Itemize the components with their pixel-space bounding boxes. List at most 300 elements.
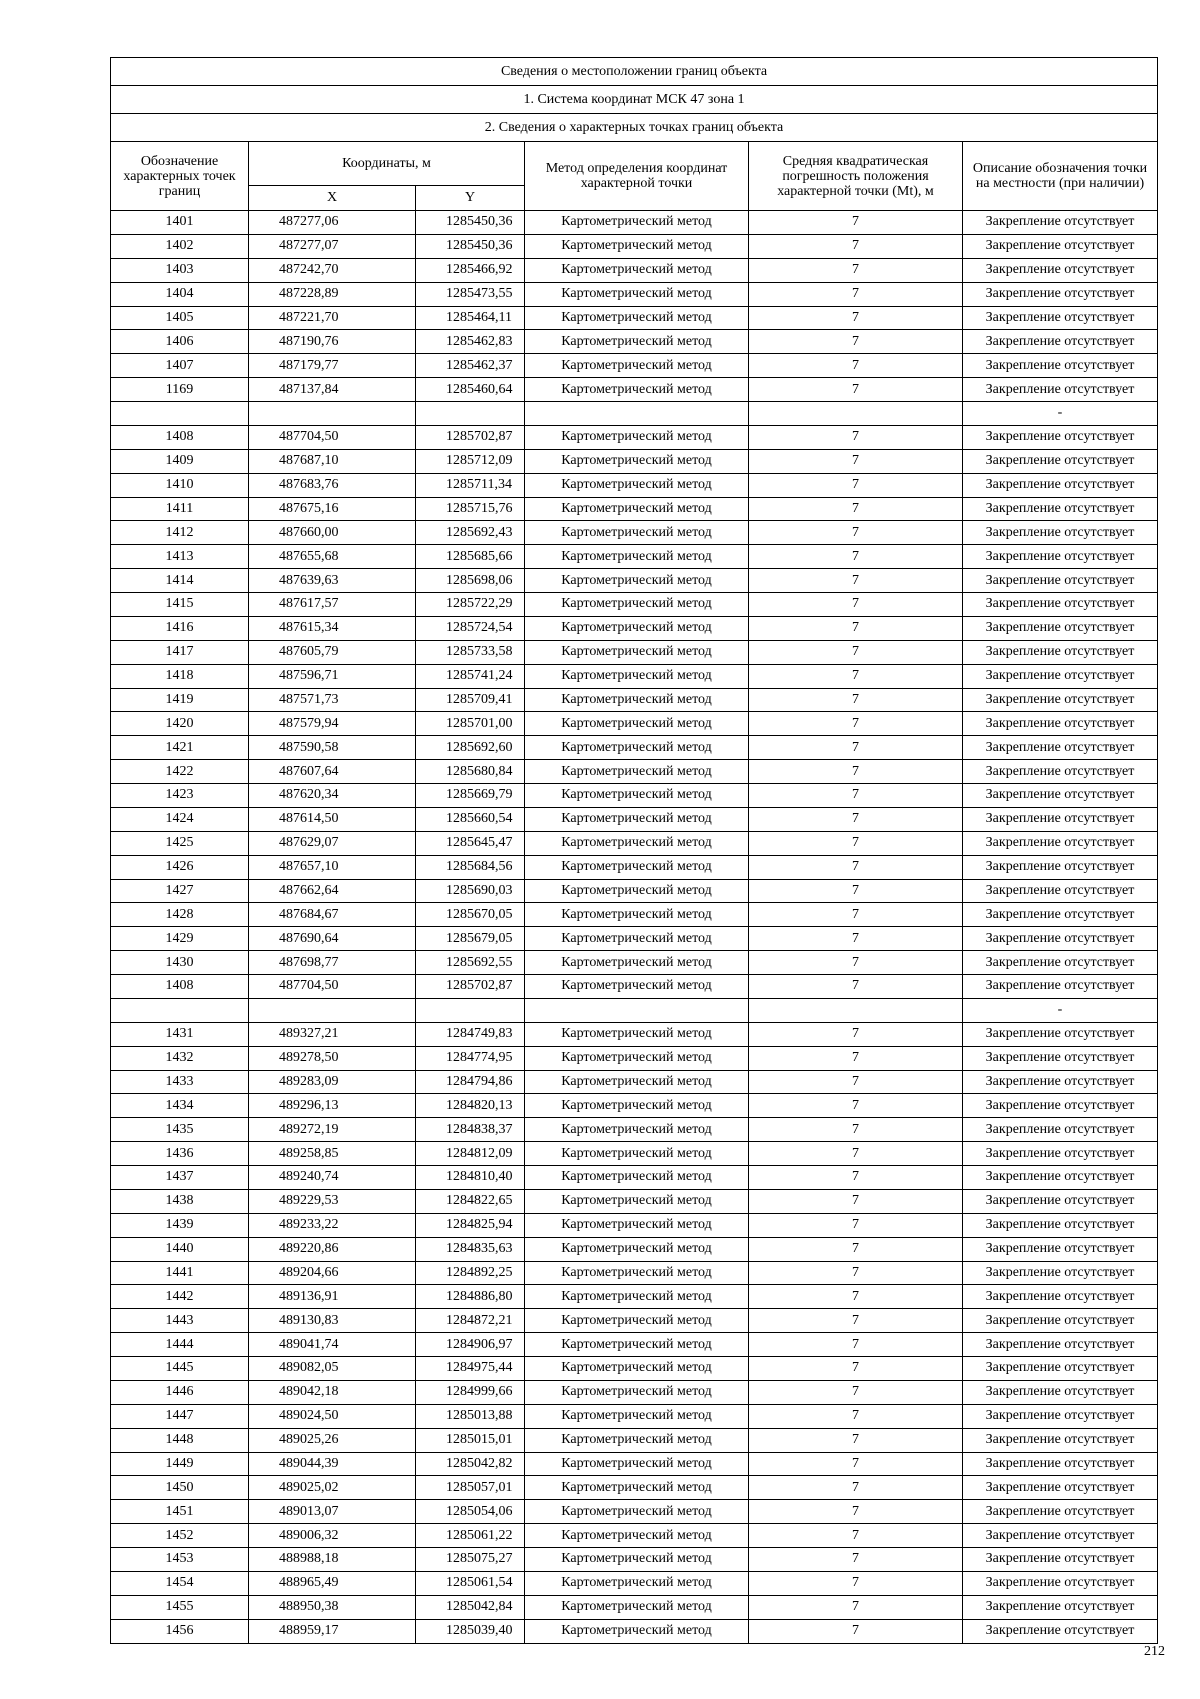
page-number: 212 <box>1144 1644 1165 1659</box>
description-cell: Закрепление отсутствует <box>963 258 1158 282</box>
y-coordinate-cell: 1285670,05 <box>416 903 525 927</box>
y-coordinate-cell: 1285061,22 <box>416 1524 525 1548</box>
point-cell: 1439 <box>111 1213 249 1237</box>
point-cell: 1408 <box>111 425 249 449</box>
error-cell <box>749 998 963 1022</box>
method-cell: Картометрический метод <box>525 1118 749 1142</box>
y-coordinate-cell: 1285054,06 <box>416 1500 525 1524</box>
description-cell: Закрепление отсутствует <box>963 1357 1158 1381</box>
x-coordinate-cell: 489204,66 <box>249 1261 416 1285</box>
table-row <box>111 1524 1158 1548</box>
table-row <box>111 1333 1158 1357</box>
y-coordinate-cell: 1285460,64 <box>416 378 525 402</box>
description-cell: Закрепление отсутствует <box>963 593 1158 617</box>
point-cell: 1409 <box>111 449 249 473</box>
method-cell: Картометрический метод <box>525 1548 749 1572</box>
point-cell: 1443 <box>111 1309 249 1333</box>
x-coordinate-cell: 487655,68 <box>249 545 416 569</box>
y-coordinate-cell: 1285702,87 <box>416 975 525 999</box>
method-cell: Картометрический метод <box>525 664 749 688</box>
method-cell: Картометрический метод <box>525 521 749 545</box>
col-method-header: Метод определения координат характерной точки <box>525 142 749 211</box>
table-row <box>111 688 1158 712</box>
x-coordinate-cell: 487629,07 <box>249 831 416 855</box>
description-cell: Закрепление отсутствует <box>963 1309 1158 1333</box>
method-cell: Картометрический метод <box>525 378 749 402</box>
col-x-header: X <box>249 186 416 211</box>
method-cell <box>525 998 749 1022</box>
boundary-points-table <box>110 57 1158 1644</box>
point-cell: 1169 <box>111 378 249 402</box>
description-cell: Закрепление отсутствует <box>963 1595 1158 1619</box>
description-cell: Закрепление отсутствует <box>963 1118 1158 1142</box>
x-coordinate-cell: 487277,07 <box>249 234 416 258</box>
x-coordinate-cell <box>249 402 416 426</box>
x-coordinate-cell: 489278,50 <box>249 1046 416 1070</box>
y-coordinate-cell: 1284794,86 <box>416 1070 525 1094</box>
y-coordinate-cell: 1284820,13 <box>416 1094 525 1118</box>
x-coordinate-cell: 487596,71 <box>249 664 416 688</box>
y-coordinate-cell: 1285692,55 <box>416 951 525 975</box>
description-cell: Закрепление отсутствует <box>963 497 1158 521</box>
point-cell: 1427 <box>111 879 249 903</box>
table-row <box>111 640 1158 664</box>
method-cell: Картометрический метод <box>525 1046 749 1070</box>
method-cell: Картометрический метод <box>525 330 749 354</box>
description-cell: Закрепление отсутствует <box>963 616 1158 640</box>
point-cell: 1454 <box>111 1571 249 1595</box>
table-body <box>111 211 1158 1644</box>
y-coordinate-cell: 1284892,25 <box>416 1261 525 1285</box>
error-cell: 7 <box>749 736 963 760</box>
table-row <box>111 1070 1158 1094</box>
point-cell: 1421 <box>111 736 249 760</box>
method-cell: Картометрический метод <box>525 640 749 664</box>
y-coordinate-cell: 1285709,41 <box>416 688 525 712</box>
error-cell: 7 <box>749 855 963 879</box>
error-cell: 7 <box>749 1571 963 1595</box>
y-coordinate-cell: 1285061,54 <box>416 1571 525 1595</box>
error-cell: 7 <box>749 282 963 306</box>
y-coordinate-cell: 1285075,27 <box>416 1548 525 1572</box>
x-coordinate-cell: 487698,77 <box>249 951 416 975</box>
point-cell: 1436 <box>111 1142 249 1166</box>
x-coordinate-cell: 487690,64 <box>249 927 416 951</box>
y-coordinate-cell: 1285692,43 <box>416 521 525 545</box>
table-row <box>111 1213 1158 1237</box>
y-coordinate-cell: 1285645,47 <box>416 831 525 855</box>
method-cell: Картометрический метод <box>525 831 749 855</box>
point-cell: 1447 <box>111 1404 249 1428</box>
description-cell: Закрепление отсутствует <box>963 831 1158 855</box>
point-cell: 1414 <box>111 569 249 593</box>
description-cell: Закрепление отсутствует <box>963 1524 1158 1548</box>
y-coordinate-cell: 1284749,83 <box>416 1022 525 1046</box>
method-cell: Картометрический метод <box>525 569 749 593</box>
description-cell: Закрепление отсутствует <box>963 1428 1158 1452</box>
x-coordinate-cell: 488950,38 <box>249 1595 416 1619</box>
description-cell: Закрепление отсутствует <box>963 1619 1158 1643</box>
description-cell: Закрепление отсутствует <box>963 1285 1158 1309</box>
method-cell: Картометрический метод <box>525 545 749 569</box>
table-row <box>111 1142 1158 1166</box>
method-cell: Картометрический метод <box>525 784 749 808</box>
method-cell: Картометрический метод <box>525 736 749 760</box>
y-coordinate-cell: 1285712,09 <box>416 449 525 473</box>
y-coordinate-cell: 1285685,66 <box>416 545 525 569</box>
table-row <box>111 1452 1158 1476</box>
error-cell: 7 <box>749 330 963 354</box>
table-row <box>111 545 1158 569</box>
method-cell <box>525 402 749 426</box>
method-cell: Картометрический метод <box>525 306 749 330</box>
description-cell: Закрепление отсутствует <box>963 784 1158 808</box>
table-row <box>111 1189 1158 1213</box>
y-coordinate-cell: 1284838,37 <box>416 1118 525 1142</box>
method-cell: Картометрический метод <box>525 1428 749 1452</box>
y-coordinate-cell: 1285462,83 <box>416 330 525 354</box>
table-row <box>111 282 1158 306</box>
error-cell: 7 <box>749 927 963 951</box>
y-coordinate-cell: 1285715,76 <box>416 497 525 521</box>
x-coordinate-cell: 487137,84 <box>249 378 416 402</box>
description-cell: Закрепление отсутствует <box>963 1380 1158 1404</box>
error-cell: 7 <box>749 306 963 330</box>
point-cell: 1416 <box>111 616 249 640</box>
col-point-header: Обозначение характерных точек границ <box>111 142 249 211</box>
error-cell: 7 <box>749 1094 963 1118</box>
y-coordinate-cell: 1285724,54 <box>416 616 525 640</box>
y-coordinate-cell: 1284999,66 <box>416 1380 525 1404</box>
x-coordinate-cell: 487615,34 <box>249 616 416 640</box>
x-coordinate-cell: 487639,63 <box>249 569 416 593</box>
error-cell: 7 <box>749 1476 963 1500</box>
point-cell: 1429 <box>111 927 249 951</box>
x-coordinate-cell: 487614,50 <box>249 807 416 831</box>
description-cell: Закрепление отсутствует <box>963 640 1158 664</box>
y-coordinate-cell: 1285450,36 <box>416 234 525 258</box>
x-coordinate-cell: 489082,05 <box>249 1357 416 1381</box>
error-cell: 7 <box>749 640 963 664</box>
description-cell: Закрепление отсутствует <box>963 1333 1158 1357</box>
table-row <box>111 1166 1158 1190</box>
description-cell: Закрепление отсутствует <box>963 1261 1158 1285</box>
description-cell: Закрепление отсутствует <box>963 879 1158 903</box>
description-cell: Закрепление отсутствует <box>963 1213 1158 1237</box>
error-cell: 7 <box>749 425 963 449</box>
table-row <box>111 1476 1158 1500</box>
table-row <box>111 1118 1158 1142</box>
description-cell: Закрепление отсутствует <box>963 1189 1158 1213</box>
x-coordinate-cell: 489024,50 <box>249 1404 416 1428</box>
description-cell: Закрепление отсутствует <box>963 975 1158 999</box>
x-coordinate-cell: 489025,02 <box>249 1476 416 1500</box>
error-cell: 7 <box>749 234 963 258</box>
method-cell: Картометрический метод <box>525 1070 749 1094</box>
error-cell: 7 <box>749 545 963 569</box>
point-cell: 1449 <box>111 1452 249 1476</box>
error-cell: 7 <box>749 712 963 736</box>
error-cell: 7 <box>749 354 963 378</box>
table-row <box>111 521 1158 545</box>
description-cell: Закрепление отсутствует <box>963 1094 1158 1118</box>
description-cell: Закрепление отсутствует <box>963 449 1158 473</box>
description-cell: Закрепление отсутствует <box>963 1548 1158 1572</box>
x-coordinate-cell: 487590,58 <box>249 736 416 760</box>
table-row <box>111 784 1158 808</box>
method-cell: Картометрический метод <box>525 593 749 617</box>
point-cell: 1419 <box>111 688 249 712</box>
table-row <box>111 879 1158 903</box>
point-cell: 1433 <box>111 1070 249 1094</box>
description-cell: Закрепление отсутствует <box>963 1404 1158 1428</box>
description-cell: Закрепление отсутствует <box>963 378 1158 402</box>
x-coordinate-cell: 487579,94 <box>249 712 416 736</box>
y-coordinate-cell: 1285702,87 <box>416 425 525 449</box>
point-cell: 1407 <box>111 354 249 378</box>
y-coordinate-cell: 1285680,84 <box>416 760 525 784</box>
point-cell: 1415 <box>111 593 249 617</box>
error-cell: 7 <box>749 1357 963 1381</box>
table-row <box>111 807 1158 831</box>
y-coordinate-cell: 1285698,06 <box>416 569 525 593</box>
description-cell: Закрепление отсутствует <box>963 473 1158 497</box>
table-row <box>111 831 1158 855</box>
error-cell: 7 <box>749 593 963 617</box>
error-cell: 7 <box>749 760 963 784</box>
table-row <box>111 258 1158 282</box>
table-row <box>111 1571 1158 1595</box>
point-cell: 1440 <box>111 1237 249 1261</box>
error-cell: 7 <box>749 378 963 402</box>
error-cell: 7 <box>749 664 963 688</box>
error-cell: 7 <box>749 1404 963 1428</box>
y-coordinate-cell: 1285722,29 <box>416 593 525 617</box>
point-cell: 1402 <box>111 234 249 258</box>
point-cell: 1432 <box>111 1046 249 1070</box>
y-coordinate-cell: 1285462,37 <box>416 354 525 378</box>
x-coordinate-cell: 489233,22 <box>249 1213 416 1237</box>
point-cell: 1434 <box>111 1094 249 1118</box>
description-cell: Закрепление отсутствует <box>963 306 1158 330</box>
error-cell: 7 <box>749 1189 963 1213</box>
method-cell: Картометрический метод <box>525 616 749 640</box>
table-row <box>111 449 1158 473</box>
x-coordinate-cell: 487179,77 <box>249 354 416 378</box>
table-row <box>111 1237 1158 1261</box>
y-coordinate-cell: 1285450,36 <box>416 211 525 235</box>
point-cell: 1437 <box>111 1166 249 1190</box>
point-cell: 1456 <box>111 1619 249 1643</box>
x-coordinate-cell: 487620,34 <box>249 784 416 808</box>
method-cell: Картометрический метод <box>525 1595 749 1619</box>
method-cell: Картометрический метод <box>525 1333 749 1357</box>
error-cell: 7 <box>749 1500 963 1524</box>
table-row <box>111 1261 1158 1285</box>
table-title: Сведения о местоположении границ объекта <box>111 58 1158 86</box>
y-coordinate-cell: 1284975,44 <box>416 1357 525 1381</box>
col-desc-header: Описание обозначения точки на местности (при наличии) <box>963 142 1158 211</box>
table-row <box>111 1357 1158 1381</box>
method-cell: Картометрический метод <box>525 879 749 903</box>
error-cell: 7 <box>749 1452 963 1476</box>
error-cell: 7 <box>749 807 963 831</box>
x-coordinate-cell: 488988,18 <box>249 1548 416 1572</box>
method-cell: Картометрический метод <box>525 1571 749 1595</box>
method-cell: Картометрический метод <box>525 1142 749 1166</box>
description-cell: Закрепление отсутствует <box>963 545 1158 569</box>
y-coordinate-cell: 1285733,58 <box>416 640 525 664</box>
point-cell: 1430 <box>111 951 249 975</box>
y-coordinate-cell: 1285692,60 <box>416 736 525 760</box>
description-cell: Закрепление отсутствует <box>963 736 1158 760</box>
x-coordinate-cell: 489220,86 <box>249 1237 416 1261</box>
error-cell: 7 <box>749 1333 963 1357</box>
point-cell: 1403 <box>111 258 249 282</box>
method-cell: Картометрический метод <box>525 1189 749 1213</box>
method-cell: Картометрический метод <box>525 234 749 258</box>
method-cell: Картометрический метод <box>525 1380 749 1404</box>
point-cell: 1446 <box>111 1380 249 1404</box>
error-cell: 7 <box>749 1524 963 1548</box>
x-coordinate-cell: 487684,67 <box>249 903 416 927</box>
description-cell: Закрепление отсутствует <box>963 1571 1158 1595</box>
table-row <box>111 1046 1158 1070</box>
y-coordinate-cell: 1285057,01 <box>416 1476 525 1500</box>
table-row <box>111 378 1158 402</box>
y-coordinate-cell: 1285464,11 <box>416 306 525 330</box>
x-coordinate-cell: 489006,32 <box>249 1524 416 1548</box>
point-cell: 1410 <box>111 473 249 497</box>
y-coordinate-cell: 1285015,01 <box>416 1428 525 1452</box>
x-coordinate-cell: 488959,17 <box>249 1619 416 1643</box>
table-row <box>111 330 1158 354</box>
error-cell: 7 <box>749 1142 963 1166</box>
x-coordinate-cell: 489258,85 <box>249 1142 416 1166</box>
table-row <box>111 1500 1158 1524</box>
method-cell: Картометрический метод <box>525 807 749 831</box>
point-cell: 1431 <box>111 1022 249 1046</box>
error-cell: 7 <box>749 1548 963 1572</box>
description-cell: Закрепление отсутствует <box>963 330 1158 354</box>
error-cell: 7 <box>749 1022 963 1046</box>
error-cell: 7 <box>749 879 963 903</box>
point-cell <box>111 402 249 426</box>
description-cell: Закрепление отсутствует <box>963 234 1158 258</box>
method-cell: Картометрический метод <box>525 211 749 235</box>
point-cell: 1411 <box>111 497 249 521</box>
x-coordinate-cell: 489041,74 <box>249 1333 416 1357</box>
point-cell: 1442 <box>111 1285 249 1309</box>
point-cell: 1426 <box>111 855 249 879</box>
x-coordinate-cell: 489042,18 <box>249 1380 416 1404</box>
method-cell: Картометрический метод <box>525 425 749 449</box>
error-cell: 7 <box>749 1619 963 1643</box>
point-cell: 1405 <box>111 306 249 330</box>
y-coordinate-cell: 1285042,84 <box>416 1595 525 1619</box>
point-cell: 1413 <box>111 545 249 569</box>
point-cell: 1401 <box>111 211 249 235</box>
error-cell: 7 <box>749 831 963 855</box>
section-title: 2. Сведения о характерных точках границ объекта <box>111 114 1158 142</box>
table-row <box>111 664 1158 688</box>
x-coordinate-cell: 489025,26 <box>249 1428 416 1452</box>
table-row <box>111 1595 1158 1619</box>
point-cell <box>111 998 249 1022</box>
y-coordinate-cell: 1284812,09 <box>416 1142 525 1166</box>
x-coordinate-cell: 487662,64 <box>249 879 416 903</box>
point-cell: 1412 <box>111 521 249 545</box>
error-cell: 7 <box>749 1237 963 1261</box>
x-coordinate-cell: 487221,70 <box>249 306 416 330</box>
x-coordinate-cell: 487660,00 <box>249 521 416 545</box>
error-cell: 7 <box>749 1428 963 1452</box>
table-row <box>111 1619 1158 1643</box>
description-cell: Закрепление отсутствует <box>963 1070 1158 1094</box>
point-cell: 1424 <box>111 807 249 831</box>
method-cell: Картометрический метод <box>525 1022 749 1046</box>
x-coordinate-cell: 489272,19 <box>249 1118 416 1142</box>
x-coordinate-cell: 487242,70 <box>249 258 416 282</box>
col-error-header: Средняя квадратическая погрешность положения характерной точки (Mt), м <box>749 142 963 211</box>
y-coordinate-cell: 1285690,03 <box>416 879 525 903</box>
table-row <box>111 855 1158 879</box>
table-row <box>111 473 1158 497</box>
y-coordinate-cell: 1284774,95 <box>416 1046 525 1070</box>
description-cell: Закрепление отсутствует <box>963 1500 1158 1524</box>
method-cell: Картометрический метод <box>525 1309 749 1333</box>
description-cell: Закрепление отсутствует <box>963 1166 1158 1190</box>
point-cell: 1418 <box>111 664 249 688</box>
table-row <box>111 306 1158 330</box>
table-row <box>111 927 1158 951</box>
error-cell: 7 <box>749 1261 963 1285</box>
error-cell: 7 <box>749 1046 963 1070</box>
table-row <box>111 1428 1158 1452</box>
point-cell: 1417 <box>111 640 249 664</box>
point-cell: 1441 <box>111 1261 249 1285</box>
error-cell: 7 <box>749 784 963 808</box>
method-cell: Картометрический метод <box>525 1357 749 1381</box>
y-coordinate-cell <box>416 998 525 1022</box>
error-cell: 7 <box>749 497 963 521</box>
method-cell: Картометрический метод <box>525 1166 749 1190</box>
table-row <box>111 569 1158 593</box>
table-row <box>111 616 1158 640</box>
x-coordinate-cell <box>249 998 416 1022</box>
point-cell: 1444 <box>111 1333 249 1357</box>
x-coordinate-cell: 489283,09 <box>249 1070 416 1094</box>
error-cell <box>749 402 963 426</box>
x-coordinate-cell: 487687,10 <box>249 449 416 473</box>
x-coordinate-cell: 487605,79 <box>249 640 416 664</box>
description-cell: Закрепление отсутствует <box>963 1022 1158 1046</box>
x-coordinate-cell: 487675,16 <box>249 497 416 521</box>
description-cell: Закрепление отсутствует <box>963 569 1158 593</box>
method-cell: Картометрический метод <box>525 1619 749 1643</box>
point-cell: 1425 <box>111 831 249 855</box>
point-cell: 1404 <box>111 282 249 306</box>
error-cell: 7 <box>749 616 963 640</box>
x-coordinate-cell: 489130,83 <box>249 1309 416 1333</box>
y-coordinate-cell: 1284825,94 <box>416 1213 525 1237</box>
x-coordinate-cell: 487704,50 <box>249 975 416 999</box>
y-coordinate-cell: 1285039,40 <box>416 1619 525 1643</box>
method-cell: Картометрический метод <box>525 282 749 306</box>
point-cell: 1448 <box>111 1428 249 1452</box>
method-cell: Картометрический метод <box>525 688 749 712</box>
description-cell: Закрепление отсутствует <box>963 1046 1158 1070</box>
